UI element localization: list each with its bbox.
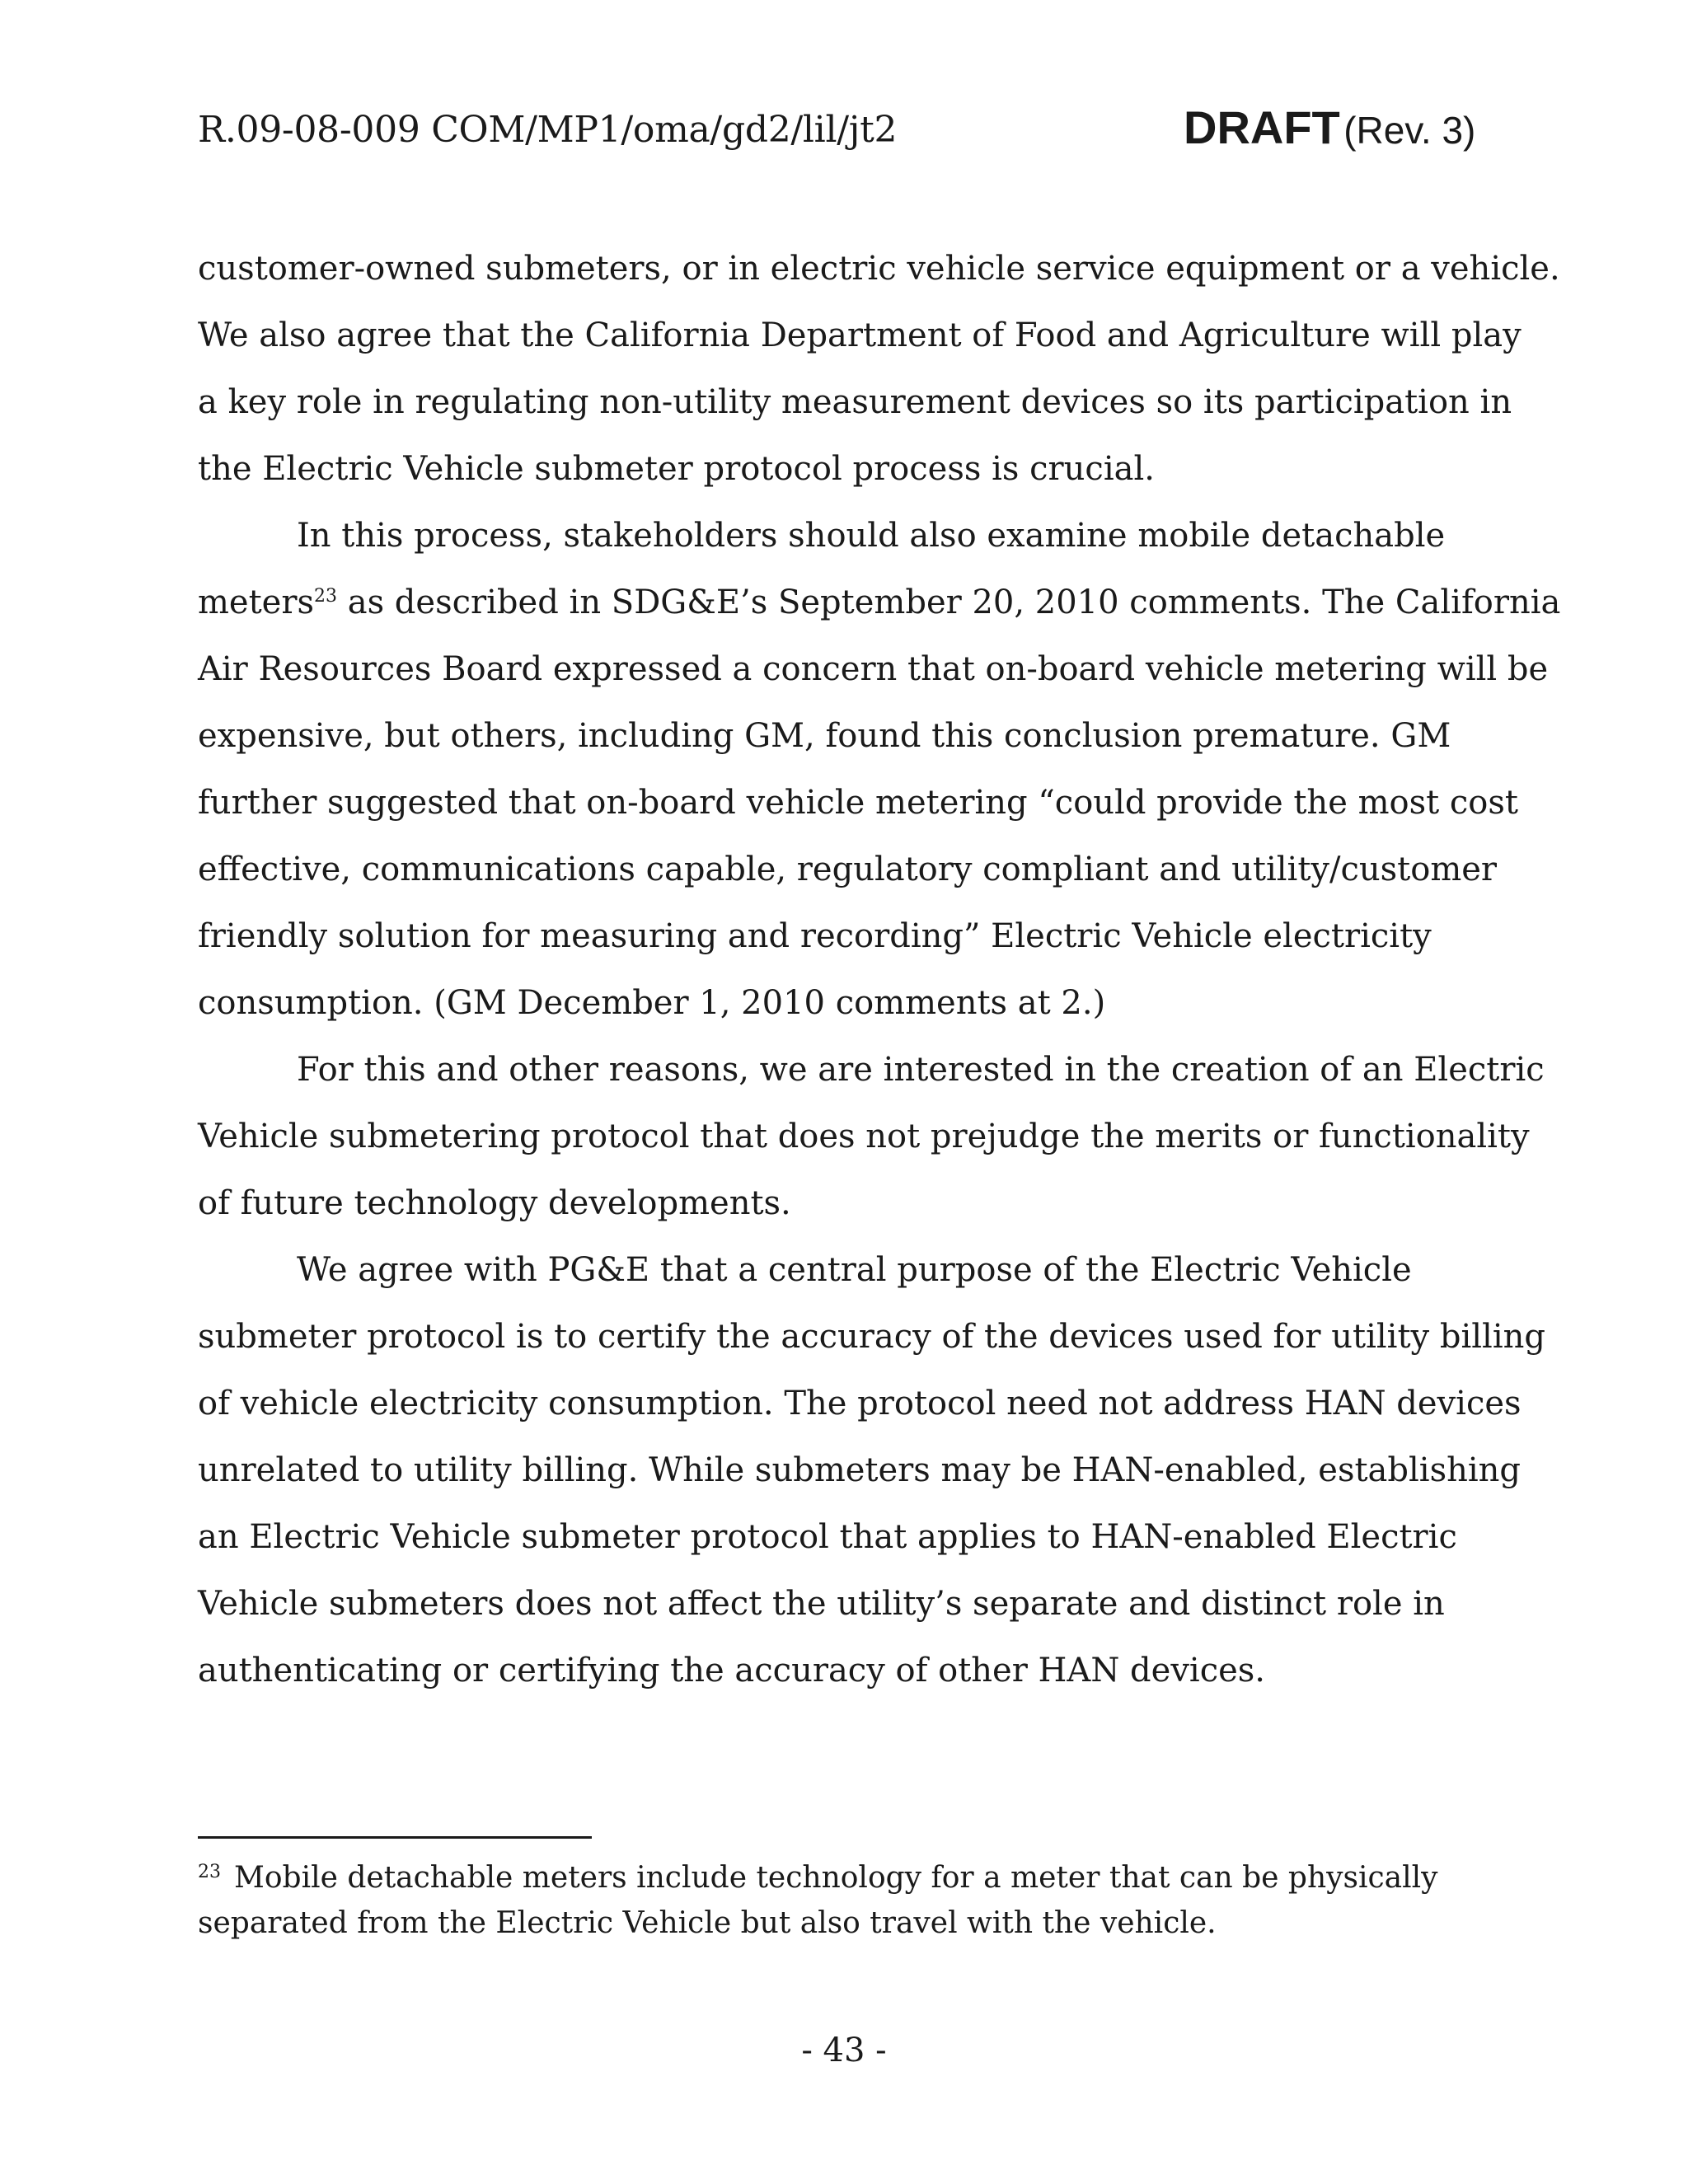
text-line: further suggested that on-board vehicle metering “could provide the most cost [198, 784, 1518, 822]
footnote-text: Mobile detachable meters include technology for a meter that can be physically [234, 1861, 1438, 1895]
text-line: Air Resources Board expressed a concern that on-board vehicle metering will be [198, 650, 1549, 688]
text-line: In this process, stakeholders should also examine mobile detachable [297, 517, 1446, 555]
docket-number: R.09-08-009 COM/MP1/oma/gd2/lil/jt2 [198, 109, 898, 151]
text-line: We agree with PG&E that a central purpose of the Electric Vehicle [297, 1251, 1412, 1289]
text-line: customer-owned submeters, or in electric vehicle service equipment or a vehicle. [198, 250, 1560, 288]
paragraph-1 [198, 236, 1560, 503]
text-line: For this and other reasons, we are interested in the creation of an Electric [297, 1051, 1545, 1089]
text-line: a key role in regulating non-utility measurement devices so its participation in [198, 383, 1512, 421]
text-line: an Electric Vehicle submeter protocol that applies to HAN-enabled Electric [198, 1518, 1457, 1556]
text-line: expensive, but others, including GM, found this conclusion premature. GM [198, 717, 1451, 755]
paragraph-4 [198, 1237, 1545, 1704]
text-line: submeter protocol is to certify the accuracy of the devices used for utility billing [198, 1318, 1545, 1356]
text-segment: as described in SDG&E’s September 20, 2010 comments. The California [337, 583, 1561, 621]
body-text [198, 236, 1561, 1704]
revision-label: (Rev. 3) [1343, 109, 1476, 152]
footnote-reference[interactable]: 23 [314, 586, 337, 607]
text-line: consumption. (GM December 1, 2010 comments at 2.) [198, 984, 1106, 1022]
text-line-with-footnote [198, 569, 1561, 636]
footnote-number: 23 [198, 1862, 221, 1882]
page-number: - 43 - [801, 2032, 887, 2069]
text-line: authenticating or certifying the accuracy of other HAN devices. [198, 1652, 1266, 1690]
text-line: the Electric Vehicle submeter protocol process is crucial. [198, 450, 1155, 488]
footnote [198, 1858, 1492, 1944]
text-line: of vehicle electricity consumption. The protocol need not address HAN devices [198, 1385, 1522, 1422]
text-line: Vehicle submetering protocol that does not prejudge the merits or functionality [198, 1118, 1530, 1155]
paragraph-2 [198, 503, 1561, 1037]
text-line: We also agree that the California Department of Food and Agriculture will play [198, 316, 1522, 354]
draft-stamp [1184, 101, 1475, 167]
text-line: Vehicle submeters does not affect the utility’s separate and distinct role in [198, 1585, 1445, 1623]
text-line: effective, communications capable, regulatory compliant and utility/customer [198, 851, 1498, 888]
text-line: unrelated to utility billing. While submeters may be HAN-enabled, establishing [198, 1451, 1522, 1489]
text-line: friendly solution for measuring and recording” Electric Vehicle electricity [198, 917, 1432, 955]
draft-label: DRAFT [1184, 101, 1340, 153]
paragraph-3 [198, 1037, 1545, 1237]
text-segment: meters [198, 583, 314, 621]
footnote-line [198, 1858, 1492, 1903]
footnote-line: separated from the Electric Vehicle but also travel with the vehicle. [198, 1906, 1217, 1940]
text-line: of future technology developments. [198, 1184, 791, 1222]
footnote-separator [198, 1836, 592, 1839]
